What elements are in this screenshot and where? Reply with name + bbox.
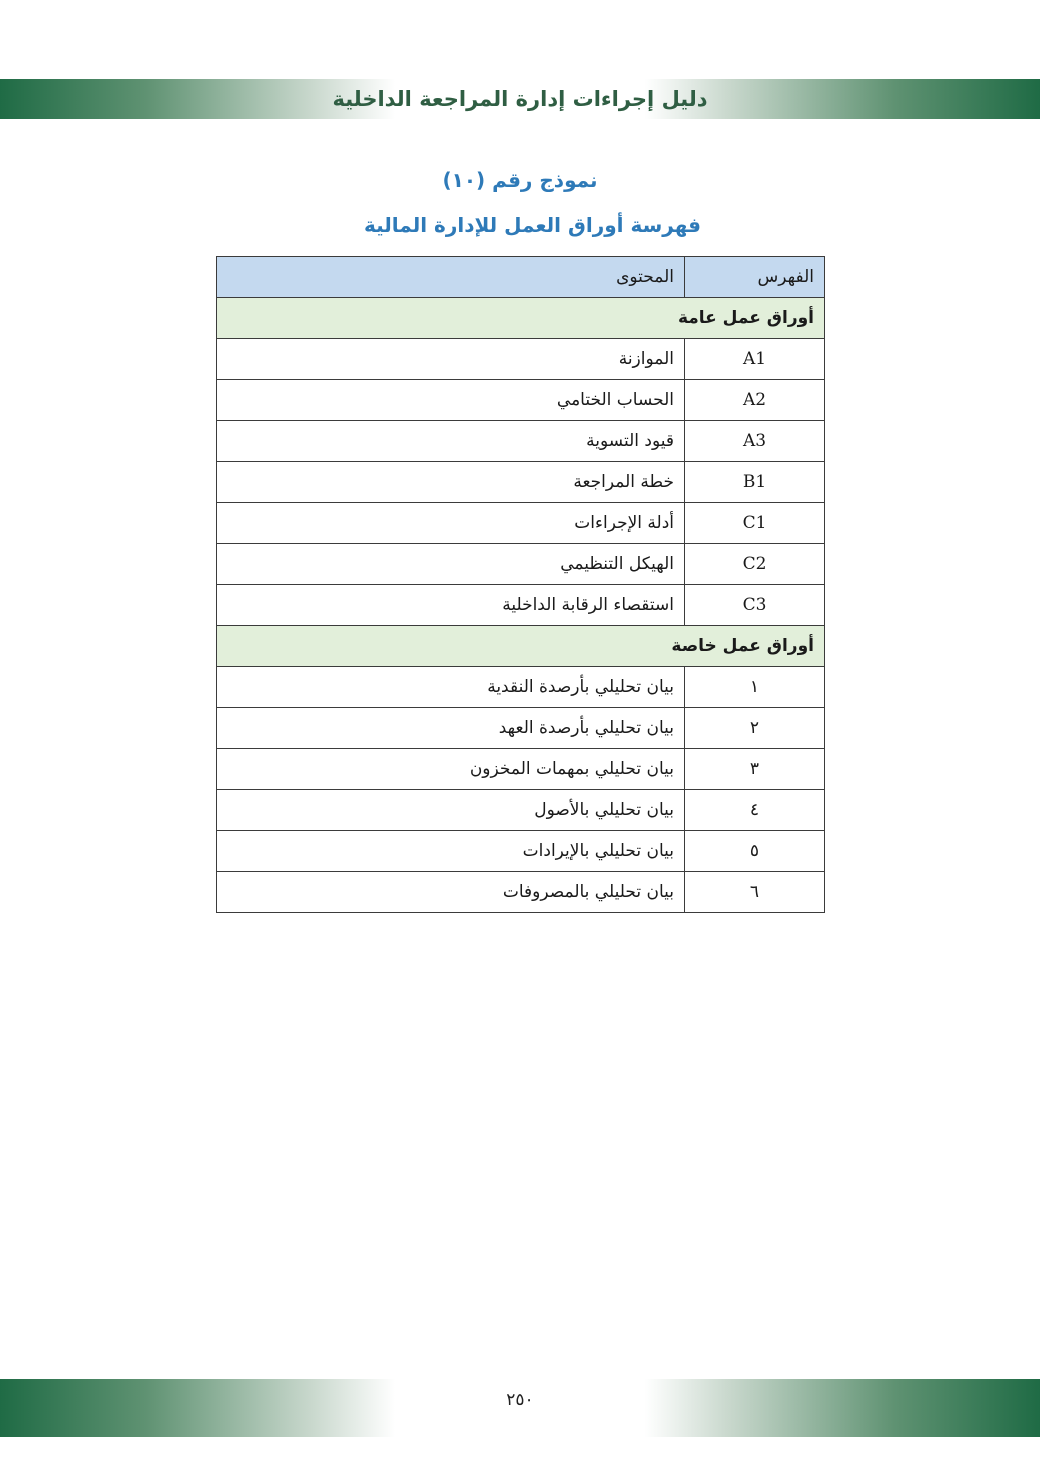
row-index: ١ [685,667,825,708]
table-row [217,872,825,913]
section-row-general [217,298,825,339]
table-row [217,790,825,831]
table-row [217,749,825,790]
form-title: فهرسة أوراق العمل للإدارة المالية [363,213,702,237]
document-header-title: دليل إجراءات إدارة المراجعة الداخلية [332,87,708,111]
row-index: C3 [685,585,825,626]
row-content: بيان تحليلي بالأصول [217,790,685,831]
row-index: A2 [685,380,825,421]
header-index: الفهرس [685,257,825,298]
row-content: أدلة الإجراءات [217,503,685,544]
row-index: ٤ [685,790,825,831]
row-content: استقصاء الرقابة الداخلية [217,585,685,626]
row-content: بيان تحليلي بأرصدة النقدية [217,667,685,708]
table-row [217,667,825,708]
row-index: ٥ [685,831,825,872]
row-index: A3 [685,421,825,462]
row-index: C2 [685,544,825,585]
table-row [217,585,825,626]
row-index: ٢ [685,708,825,749]
table-row [217,708,825,749]
row-index: C1 [685,503,825,544]
form-number: نموذج رقم (١٠) [442,168,598,192]
row-index: A1 [685,339,825,380]
table-row [217,339,825,380]
table-row [217,831,825,872]
page-number: ٢٥٠ [506,1390,534,1410]
row-content: الموازنة [217,339,685,380]
row-content: الحساب الختامي [217,380,685,421]
table-row [217,380,825,421]
table-header-row [217,257,825,298]
row-content: الهيكل التنظيمي [217,544,685,585]
table-row [217,462,825,503]
row-content: بيان تحليلي بالمصروفات [217,872,685,913]
section-title: أوراق عمل خاصة [217,626,825,667]
table-row [217,544,825,585]
row-index: ٦ [685,872,825,913]
table-row [217,421,825,462]
header-content: المحتوى [217,257,685,298]
row-content: بيان تحليلي بأرصدة العهد [217,708,685,749]
section-row-specific [217,626,825,667]
table-row [217,503,825,544]
working-papers-index-table [216,256,825,913]
row-index: ٣ [685,749,825,790]
row-index: B1 [685,462,825,503]
section-title: أوراق عمل عامة [217,298,825,339]
row-content: قيود التسوية [217,421,685,462]
row-content: خطة المراجعة [217,462,685,503]
row-content: بيان تحليلي بمهمات المخزون [217,749,685,790]
row-content: بيان تحليلي بالإيرادات [217,831,685,872]
